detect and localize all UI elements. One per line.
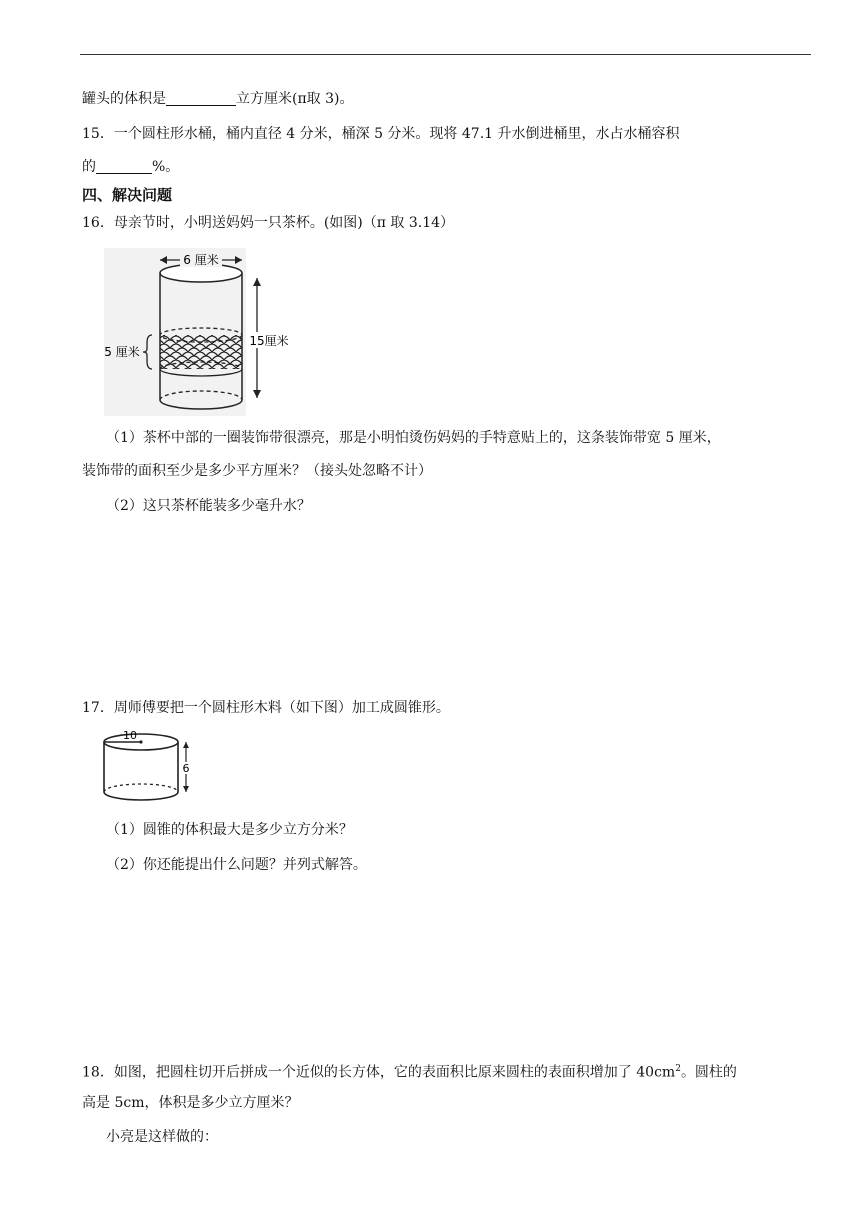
q17-stem: 17．周师傅要把一个圆柱形木料（如下图）加工成圆锥形。 xyxy=(82,700,450,716)
q14-text-before: 罐头的体积是 xyxy=(82,91,166,107)
band-label: 5 厘米 xyxy=(104,345,140,359)
q16-stem: 16．母亲节时，小明送妈妈一只茶杯。(如图)（π 取 3.14） xyxy=(82,215,455,231)
answer-blank[interactable] xyxy=(96,159,152,174)
q15-text-before: 的 xyxy=(82,159,96,175)
radius-label: 10 xyxy=(123,730,137,742)
q16-sub1-line2: 装饰带的面积至少是多少平方厘米？（接头处忽略不计） xyxy=(82,463,432,479)
teacup-figure xyxy=(104,248,246,416)
q16-sub1-line1: （1）茶杯中部的一圈装饰带很漂亮，那是小明怕烫伤妈妈的手特意贴上的，这条装饰带宽 5 厘米， xyxy=(106,430,721,446)
height-label: 15厘米 xyxy=(249,334,289,348)
q17-sub2: （2）你还能提出什么问题？并列式解答。 xyxy=(106,857,367,873)
q15-line1: 15．一个圆柱形水桶，桶内直径 4 分米，桶深 5 分米。现将 47.1 升水倒进桶里，水占水桶容积 xyxy=(82,126,680,142)
q14-text-after: 立方厘米( xyxy=(236,91,298,107)
q18-line2: 高是 5cm，体积是多少立方厘米？ xyxy=(82,1095,299,1111)
q15-text-after: %。 xyxy=(152,159,180,175)
q14-text-tail: 取 3)。 xyxy=(306,91,354,107)
answer-blank[interactable] xyxy=(166,91,236,106)
section-heading: 四、解决问题 xyxy=(82,186,173,204)
height-dimension xyxy=(246,276,296,400)
q18-line3: 小亮是这样做的： xyxy=(106,1129,218,1145)
q16-sub2: （2）这只茶杯能装多少毫升水？ xyxy=(106,498,311,514)
pi-symbol: π xyxy=(297,91,307,107)
q18-line1 xyxy=(82,1059,737,1083)
log-cylinder-figure xyxy=(100,730,196,806)
header-rule xyxy=(80,54,811,55)
q18-text-after: 。圆柱的 xyxy=(680,1064,737,1081)
cylinder-height-label: 6 xyxy=(182,762,190,775)
q17-sub1: （1）圆锥的体积最大是多少立方分米？ xyxy=(106,822,353,838)
q18-text-before: 18．如图，把圆柱切开后拼成一个近似的长方体，它的表面积比原来圆柱的表面积增加了 40cm xyxy=(82,1064,676,1081)
q15-line2 xyxy=(82,157,179,177)
superscript-two: 2 xyxy=(675,1064,681,1074)
q14-continuation xyxy=(82,89,354,109)
width-label: 6 厘米 xyxy=(183,253,219,267)
